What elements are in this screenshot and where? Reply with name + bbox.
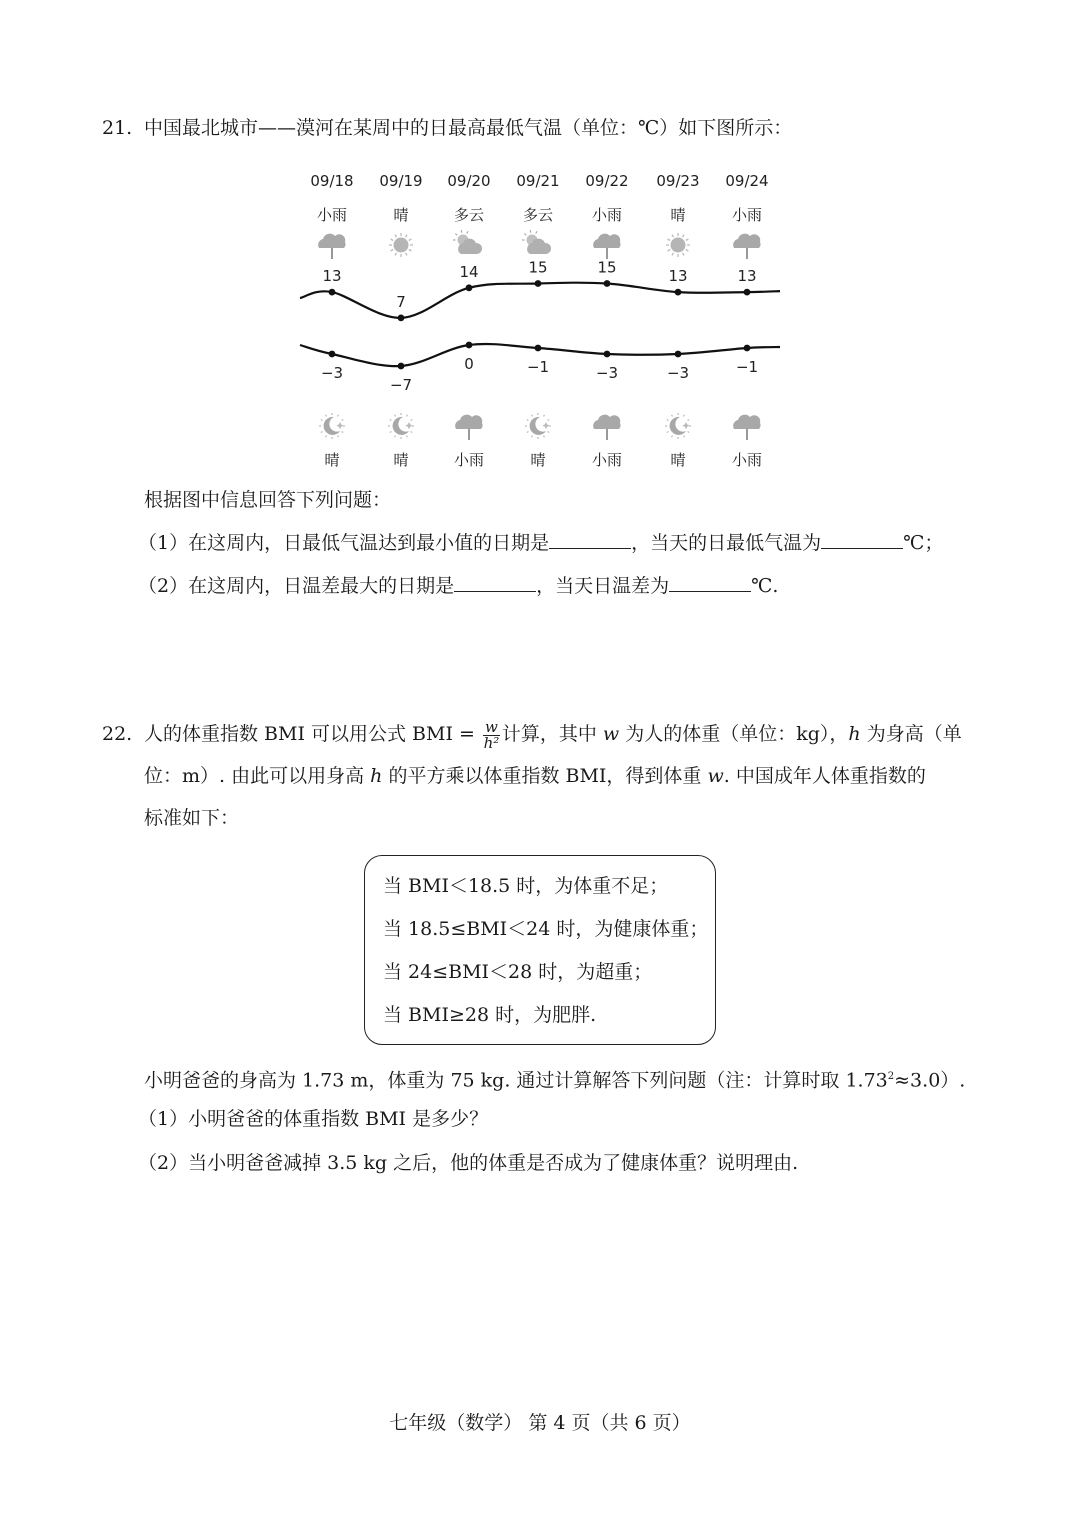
q22-sub1: （1）小明爸爸的体重指数 BMI 是多少？	[138, 1108, 489, 1130]
standard-item: 当 24≤BMI＜28 时，为超重；	[383, 961, 653, 983]
high-temp-point	[398, 315, 405, 322]
night-weather-label: 晴	[324, 451, 340, 469]
day-weather-label: 晴	[670, 206, 686, 224]
standard-item: 当 BMI≥28 时，为肥胖.	[383, 1004, 597, 1026]
moon-icon	[388, 413, 414, 439]
day-weather-label: 晴	[393, 206, 409, 224]
high-temp-point	[535, 280, 542, 287]
date-label: 09/21	[516, 172, 560, 190]
high-temp-label: 7	[396, 292, 406, 311]
high-temp-label: 15	[597, 258, 617, 277]
q22-l1a: 人的体重指数 BMI 可以用公式 BMI =	[144, 723, 475, 745]
low-temp-label: −3	[595, 364, 619, 382]
rain-icon	[455, 415, 482, 440]
night-weather-label: 小雨	[731, 451, 763, 469]
rain-icon	[733, 234, 760, 259]
night-weather-label: 晴	[670, 451, 686, 469]
q21-sub2	[138, 573, 778, 599]
var-h: h	[370, 765, 383, 787]
q22-line3: 标准如下：	[144, 807, 240, 829]
high-temp-label: 13	[737, 267, 757, 286]
q21-number: 21.	[102, 117, 133, 139]
sun-icon	[389, 233, 413, 257]
high-temp-label: 14	[459, 262, 479, 281]
q22-l2b: 的平方乘以体重指数 BMI，得到体重	[388, 765, 702, 787]
bmi-fraction	[483, 717, 500, 752]
var-w: w	[707, 765, 724, 787]
q22-l1b: 计算，其中	[501, 723, 597, 745]
q21-sub2-text-b: ，当天日温差为	[536, 575, 670, 597]
fraction-numerator: w	[484, 717, 498, 736]
rain-icon	[318, 234, 345, 259]
low-temp-point	[329, 351, 336, 358]
low-temp-label: −1	[526, 358, 550, 376]
high-temp-label: 13	[668, 267, 688, 286]
var-w: w	[602, 723, 620, 745]
var-h: h	[848, 723, 861, 745]
q21-sub1-text-c: ℃；	[903, 532, 944, 554]
q22-info-sup: 2	[887, 1071, 895, 1082]
q22-l1d: 为身高（单	[866, 723, 962, 745]
q21-sub2-text-a: （2）在这周内，日温差最大的日期是	[138, 575, 455, 597]
moon-icon	[319, 413, 345, 439]
q22-l2c: . 中国成年人体重指数的	[723, 765, 926, 787]
standard-item: 当 BMI＜18.5 时，为体重不足；	[383, 875, 669, 897]
low-temp-point	[675, 351, 682, 358]
day-weather-label: 小雨	[591, 206, 623, 224]
standard-item: 当 18.5≤BMI＜24 时，为健康体重；	[383, 918, 709, 940]
q21-sub1-text-a: （1）在这周内，日最低气温达到最小值的日期是	[138, 532, 550, 554]
answer-blank[interactable]	[454, 573, 536, 592]
q22-sub2: （2）当小明爸爸减掉 3.5 kg 之后，他的体重是否成为了健康体重？说明理由.	[138, 1152, 799, 1174]
q21-sub1	[138, 530, 943, 556]
q21-sub2-text-c: ℃.	[751, 575, 779, 597]
q22-info-b: ≈3.0）.	[894, 1069, 966, 1092]
date-label: 09/24	[725, 172, 769, 190]
date-label: 09/19	[379, 172, 423, 190]
partly-cloudy-icon	[453, 230, 482, 254]
moon-icon	[525, 413, 551, 439]
day-weather-label: 小雨	[316, 206, 348, 224]
day-weather-label: 多云	[453, 206, 485, 224]
night-weather-label: 小雨	[453, 451, 485, 469]
q22-number: 22.	[102, 723, 133, 745]
sun-icon	[666, 233, 690, 257]
q22-line2	[144, 763, 926, 789]
low-temp-point	[398, 363, 405, 370]
answer-blank[interactable]	[549, 530, 631, 549]
q22-info	[144, 1064, 965, 1093]
high-temp-label: 15	[528, 258, 548, 277]
date-label: 09/18	[310, 172, 354, 190]
rain-icon	[593, 234, 620, 259]
low-temp-label: −3	[320, 364, 344, 382]
q22-l2a: 位：m）. 由此可以用身高	[144, 765, 365, 787]
partly-cloudy-icon	[522, 230, 551, 254]
day-weather-label: 小雨	[731, 206, 763, 224]
rain-icon	[733, 415, 760, 440]
night-weather-label: 小雨	[591, 451, 623, 469]
weather-chart	[0, 0, 1080, 490]
date-label: 09/23	[656, 172, 700, 190]
q21-stem: 中国最北城市——漠河在某周中的日最高最低气温（单位：℃）如下图所示：	[144, 117, 793, 139]
rain-icon	[593, 415, 620, 440]
low-temp-label: −7	[389, 376, 413, 394]
q21-prompt: 根据图中信息回答下列问题：	[144, 489, 392, 511]
night-weather-label: 晴	[393, 451, 409, 469]
high-temp-point	[744, 289, 751, 296]
fraction-denominator: h²	[483, 733, 500, 752]
high-temp-point	[329, 289, 336, 296]
q22-line1	[144, 716, 962, 752]
day-weather-label: 多云	[522, 206, 554, 224]
low-temp-point	[466, 342, 473, 349]
moon-icon	[665, 413, 691, 439]
high-temp-label: 13	[322, 267, 342, 286]
date-label: 09/22	[585, 172, 629, 190]
low-temp-label: −3	[666, 364, 690, 382]
night-weather-label: 晴	[530, 451, 546, 469]
answer-blank[interactable]	[669, 573, 751, 592]
answer-blank[interactable]	[821, 530, 903, 549]
low-temp-label: −1	[735, 358, 759, 376]
date-label: 09/20	[447, 172, 491, 190]
q22-l1c: 为人的体重（单位：kg），	[625, 723, 849, 745]
low-temp-point	[535, 345, 542, 352]
low-temp-point	[604, 351, 611, 358]
page-footer: 七年级（数学） 第 4 页（共 6 页）	[389, 1412, 691, 1434]
high-temp-point	[675, 289, 682, 296]
high-temp-point	[466, 284, 473, 291]
high-temp-point	[604, 280, 611, 287]
q21-sub1-text-b: ，当天的日最低气温为	[631, 532, 822, 554]
q22-info-a: 小明爸爸的身高为 1.73 m，体重为 75 kg. 通过计算解答下列问题（注：计算时取 1.73	[144, 1069, 888, 1092]
high-temp-line	[300, 283, 780, 318]
low-temp-label: 0	[464, 355, 474, 373]
bmi-standards-box	[364, 855, 716, 1045]
low-temp-point	[744, 345, 751, 352]
